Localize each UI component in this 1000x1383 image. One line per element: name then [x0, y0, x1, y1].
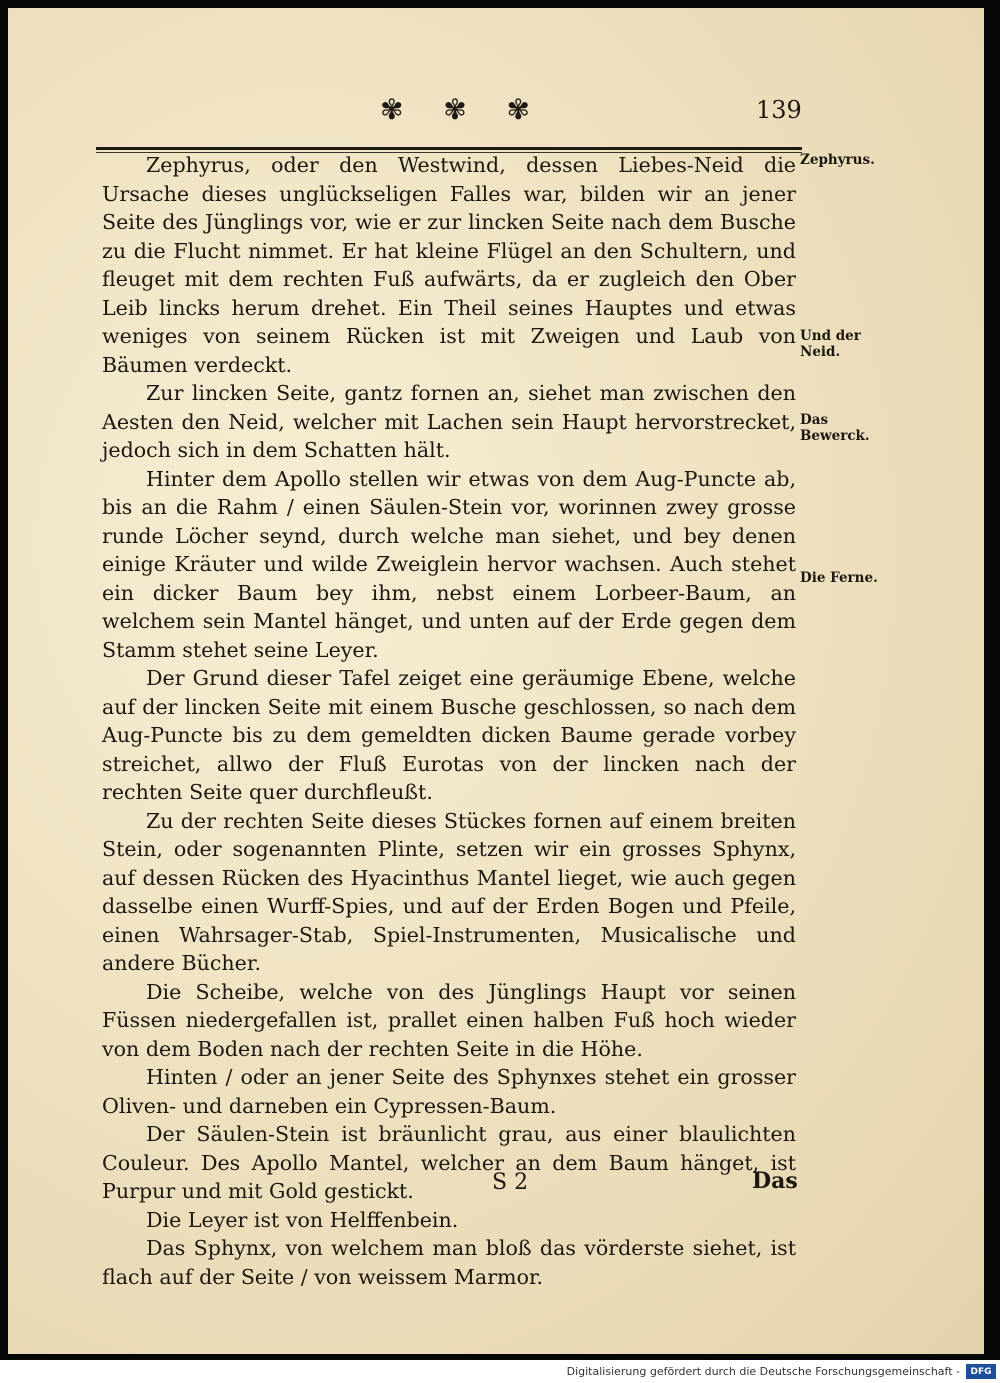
- margin-note-zephyrus: Zephyrus.: [800, 152, 875, 168]
- paragraph: Das Sphynx, von welchem man bloß das vörderste siehet, ist flach auf der Seite / von weissem Marmor.: [102, 1236, 796, 1289]
- main-text: [102, 151, 796, 1291]
- page-number: 139: [756, 96, 802, 124]
- dfg-logo: DFG: [966, 1364, 996, 1379]
- ornament-icon: ✾: [380, 93, 404, 126]
- signature-mark: S 2: [492, 1170, 529, 1195]
- paragraph: Zephyrus, oder den Westwind, dessen Liebes-Neid die Ursache dieses unglückseligen Falles war, bilden wir an jener Seite des Jünglings vor, wie er zur lincken Seite nach dem Busche zu die Flucht nimmet. Er hat kleine Flügel an den Schultern, und fleuget mit dem rechten Fuß aufwärts, da er zugleich den Ober Leib lincks herum drehet. Ein Theil seines Hauptes und etwas weniges von seinem Rücken ist mit Zweigen und Laub von Bäumen verdeckt.: [102, 153, 796, 377]
- margin-note-bewerck: Das Bewerck.: [800, 412, 870, 444]
- paragraph: Zu der rechten Seite dieses Stückes fornen auf einem breiten Stein, oder sogenannten Plinte, setzen wir ein grosses Sphynx, auf dessen Rücken des Hyacinthus Mantel lieget, wie auch gegen dasselbe einen Wurff-Spies, und auf der Erden Bogen und Pfeile, einen Wahrsager-Stab, Spiel-Instrumenten, Musicalische und andere Bücher.: [102, 808, 796, 975]
- header-ornaments: [380, 93, 530, 126]
- margin-note-neid: Und der Neid.: [800, 328, 861, 360]
- catchword: Das: [752, 1168, 798, 1194]
- paragraph: Der Säulen-Stein ist bräunlicht grau, aus einer blaulichten Couleur. Des Apollo Mantel, welcher an dem Baum hänget, ist Purpur und mit Gold gestickt.: [102, 1122, 796, 1203]
- paragraph: Hinten / oder an jener Seite des Sphynxes stehet ein grosser Oliven- und darneben ein Cypressen-Baum.: [102, 1065, 796, 1118]
- paragraph: Zur lincken Seite, gantz fornen an, siehet man zwischen den Aesten den Neid, welcher mit Lachen sein Haupt hervorstrecket, jedoch sich in dem Schatten hält.: [102, 381, 796, 462]
- paragraph: Hinter dem Apollo stellen wir etwas von dem Aug-Puncte ab, bis an die Rahm / einen Säulen-Stein vor, worinnen zwey grosse runde Löcher seynd, durch welche man siehet, und bey denen einige Kräuter und wilde Zweiglein hervor wachsen. Auch stehet ein dicker Baum bey ihm, nebst einem Lorbeer-Baum, an welchem sein Mantel hänget, und unten auf der Erde gegen dem Stamm stehet seine Leyer.: [102, 466, 796, 662]
- ornament-icon: ✾: [443, 93, 467, 126]
- ornament-icon: ✾: [506, 93, 530, 126]
- paragraph: Der Grund dieser Tafel zeiget eine geräumige Ebene, welche auf der lincken Seite mit einem Busche geschlossen, so nach dem Aug-Puncte bis zu dem gemeldten dicken Baume gerade vorbey streichet, allwo der Fluß Eurotas von der lincken nach der rechten Seite quer durchfleußt.: [102, 666, 796, 804]
- paragraph: Die Leyer ist von Helffenbein.: [146, 1207, 459, 1232]
- paragraph: Die Scheibe, welche von des Jünglings Haupt vor seinen Füssen niedergefallen ist, prallet einen halben Fuß hoch wieder von dem Boden nach der rechten Seite in die Höhe.: [102, 979, 796, 1061]
- header-rule: [96, 147, 802, 150]
- margin-note-ferne: Die Ferne.: [800, 570, 878, 586]
- credit-bar: [0, 1360, 1000, 1383]
- credit-text: Digitalisierung gefördert durch die Deutsche Forschungsgemeinschaft -: [566, 1365, 960, 1378]
